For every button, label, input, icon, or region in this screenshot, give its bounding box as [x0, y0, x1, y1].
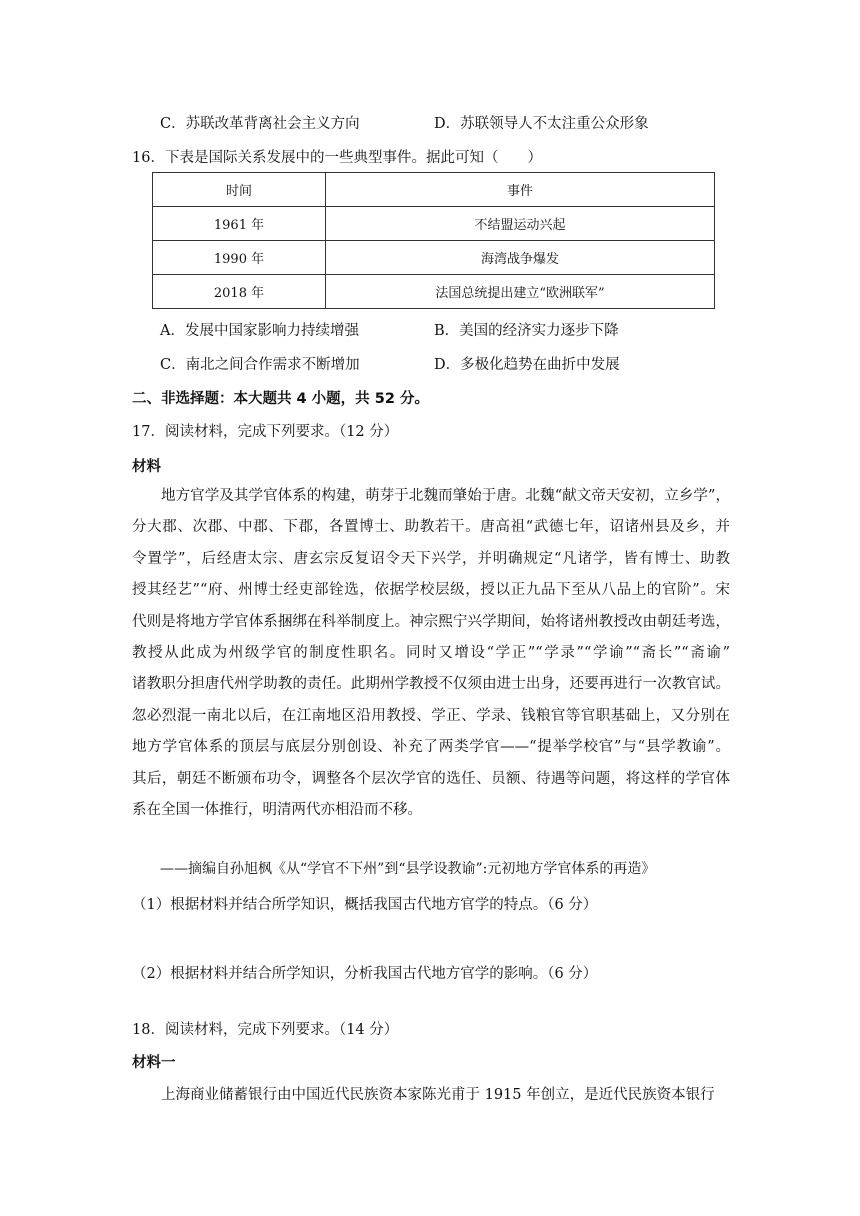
q15-option-c: C．苏联改革背离社会主义方向 — [160, 116, 360, 132]
material-line: 令置学”，后经唐太宗、唐玄宗反复诏令天下兴学，并明确规定“凡诸学，皆有博士、助教 — [132, 550, 730, 567]
table-cell-event: 海湾战争爆发 — [326, 241, 715, 275]
q17-material-body — [132, 481, 730, 826]
q16-option-a: A．发展中国家影响力持续增强 — [160, 323, 359, 339]
q17-subquestion-2: （2）根据材料并结合所学知识，分析我国古代地方官学的影响。（6 分） — [132, 966, 598, 982]
table-cell-event: 不结盟运动兴起 — [326, 207, 715, 241]
section-title: 二、非选择题：本大题共 4 小题，共 52 分。 — [132, 391, 429, 407]
q16-option-d: D．多极化趋势在曲折中发展 — [434, 357, 620, 373]
table-row — [153, 275, 715, 309]
q18-stem: 18．阅读材料，完成下列要求。（14 分） — [132, 1022, 399, 1038]
table-cell-year: 2018 年 — [153, 275, 326, 309]
q17-subquestion-1: （1）根据材料并结合所学知识，概括我国古代地方官学的特点。（6 分） — [132, 897, 598, 913]
table-header-row — [153, 173, 715, 207]
q16-option-c: C．南北之间合作需求不断增加 — [160, 357, 360, 373]
q16-stem: 16．下表是国际关系发展中的一些典型事件。据此可知（ ） — [132, 150, 542, 166]
material-line: 系在全国一体推行，明清两代亦相沿而不移。 — [132, 802, 422, 819]
table-cell-event: 法国总统提出建立“欧洲联军” — [326, 275, 715, 309]
table-cell-year: 1961 年 — [153, 207, 326, 241]
material-line: 分大郡、次郡、中郡、下郡，各置博士、助教若干。唐高祖“武德七年，诏诸州县及乡，并 — [132, 519, 730, 536]
table-row — [153, 207, 715, 241]
material-line: 教授从此成为州级学官的制度性职名。同时又增设“学正”“学录”“学谕”“斋长”“斋谕” — [132, 645, 730, 662]
table-cell-year: 1990 年 — [153, 241, 326, 275]
material-line: 其后，朝廷不断颁布功令，调整各个层次学官的选任、员额、待遇等问题，将这样的学官体 — [132, 770, 730, 787]
material-line: 授其经艺”“府、州博士经吏部铨选，依据学校层级，授以正九品下至从八品上的官阶”。宋 — [132, 582, 730, 599]
q16-option-b: B．美国的经济实力逐步下降 — [434, 323, 619, 339]
table-row — [153, 241, 715, 275]
material-line: 忽必烈混一南北以后，在江南地区沿用教授、学正、学录、钱粮官等官职基础上，又分别在 — [132, 707, 730, 724]
q17-stem: 17．阅读材料，完成下列要求。（12 分） — [132, 424, 399, 440]
q17-source: ——摘编自孙旭枫《从“学官不下州”到“县学设教谕”:元初地方学官体系的再造》 — [160, 861, 656, 877]
material-line: 地方官学及其学官体系的构建，萌芽于北魏而肇始于唐。北魏“献文帝天安初，立乡学”， — [161, 488, 730, 504]
q16-event-table — [152, 172, 715, 309]
q15-option-d: D．苏联领导人不太注重公众形象 — [434, 116, 649, 132]
table-header-time: 时间 — [153, 173, 326, 207]
table-header-event: 事件 — [326, 173, 715, 207]
q18-material-line: 上海商业储蓄银行由中国近代民族资本家陈光甫于 1915 年创立，是近代民族资本银行 — [161, 1087, 715, 1103]
material-line: 诸教职分担唐代州学助教的责任。此期州学教授不仅须由进士出身，还要再进行一次教官试。 — [132, 676, 730, 693]
material-line: 代则是将地方学官体系捆绑在科举制度上。神宗熙宁兴学期间，始将诸州教授改由朝廷考选， — [132, 613, 730, 630]
q17-material-label: 材料 — [132, 459, 161, 475]
material-line: 地方学官体系的顶层与底层分别创设、补充了两类学官——“提举学校官”与“县学教谕”。 — [132, 739, 730, 756]
q18-material-label: 材料一 — [132, 1055, 176, 1071]
